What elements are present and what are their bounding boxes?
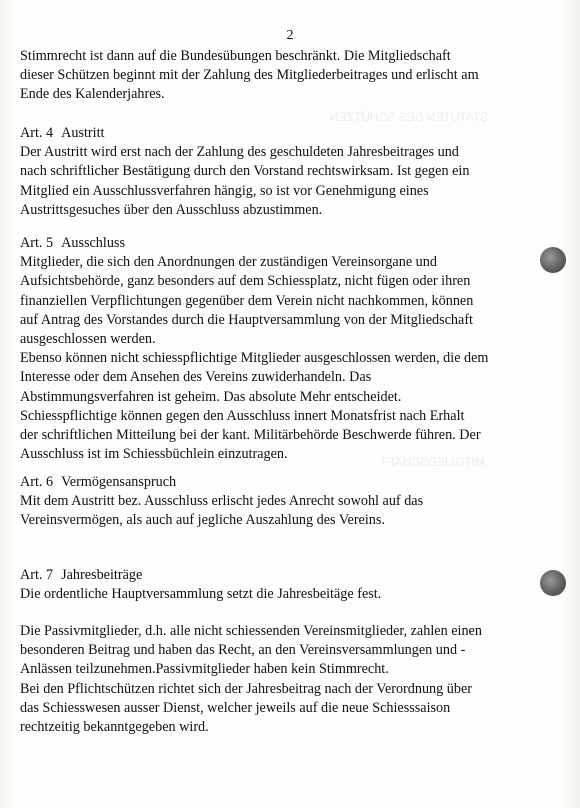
article-number: Art. 5 <box>20 235 54 251</box>
article-heading <box>20 566 540 585</box>
text-line: Mit dem Austritt bez. Ausschluss erlischt jedes Anrecht sowohl auf das <box>20 493 424 510</box>
article-title: Ausschluss <box>61 235 125 251</box>
text-line: Mitglieder, die sich den Anordnungen der zuständigen Vereinsorgane und <box>20 254 437 271</box>
text-line: Anlässen teilzunehmen.Passivmitglieder haben kein Stimmrecht. <box>20 661 389 678</box>
text-line: rechtzeitig bekanntgegeben wird. <box>20 719 209 736</box>
text-line: Stimmrecht ist dann auf die Bundesübungen beschränkt. Die Mitgliedschaft <box>20 48 451 64</box>
text-line: ausgeschlossen werden. <box>20 331 156 348</box>
article-7-paragraph-2 <box>20 622 540 737</box>
article-7 <box>20 566 540 604</box>
text-line: Interesse oder dem Ansehen des Vereins zuwiderhandeln. Das <box>20 369 372 386</box>
text-line: dieser Schützen beginnt mit der Zahlung des Mitgliederbeitrages und erlischt am <box>20 67 479 84</box>
punch-hole <box>540 570 566 596</box>
text-line: besonderen Beitrag und haben das Recht, an den Vereinsversammlungen und - <box>20 642 466 659</box>
text-line: Aufsichtsbehörde, ganz besonders auf dem Schiessplatz, nicht fügen oder ihren <box>20 273 471 290</box>
article-number: Art. 7 <box>20 567 54 583</box>
intro-paragraph <box>20 47 540 105</box>
text-line: Vereinsvermögen, als auch auf jegliche Auszahlung des Vereins. <box>20 512 385 529</box>
text-line: Ende des Kalenderjahres. <box>20 86 165 103</box>
article-4 <box>20 124 540 220</box>
article-heading <box>20 234 540 253</box>
article-title: Vermögensanspruch <box>61 474 177 490</box>
text-line: Ausschluss ist im Schiessbüchlein einzutragen. <box>20 446 288 463</box>
text-line: finanziellen Verpflichtungen gegenüber dem Verein nicht nachkommen, können <box>20 292 474 309</box>
text-line: Austrittsgesuches über den Ausschluss abzustimmen. <box>20 201 323 218</box>
article-title: Austritt <box>61 125 105 141</box>
text-line: Bei den Pflichtschützen richtet sich der Jahresbeitrag nach der Verordnung über <box>20 680 473 697</box>
text-line: nach schriftlicher Bestätigung durch den Vorstand rechtswirksam. Ist gegen ein <box>20 163 470 180</box>
article-heading <box>20 473 540 492</box>
article-title: Jahresbeiträge <box>61 567 143 583</box>
article-6 <box>20 473 540 531</box>
text-line: Die ordentliche Hauptversammlung setzt die Jahresbeitäge fest. <box>20 586 382 603</box>
text-line: Der Austritt wird erst nach der Zahlung des geschuldeten Jahresbeitrages und <box>20 144 459 161</box>
bleed-through-text: MITGLIEDSCHAFT <box>380 455 485 469</box>
text-line: Die Passivmitglieder, d.h. alle nicht schiessenden Vereinsmitglieder, zahlen einen <box>20 623 482 639</box>
article-heading <box>20 124 540 143</box>
text-line: Schiesspflichtige können gegen den Ausschluss innert Monatsfrist nach Erhalt <box>20 407 465 424</box>
text-line: Abstimmungsverfahren ist geheim. Das absolute Mehr entscheidet. <box>20 388 402 405</box>
text-line: Mitglied ein Ausschlussverfahren hängig, so ist vor Genehmigung eines <box>20 182 429 199</box>
text-line: der schriftlichen Mitteilung bei der kant. Militärbehörde Beschwerde führen. Der <box>20 427 481 444</box>
article-number: Art. 6 <box>20 474 54 490</box>
page-number: 2 <box>286 28 294 43</box>
punch-hole <box>540 247 566 273</box>
article-number: Art. 4 <box>20 125 54 141</box>
text-line: auf Antrag des Vorstandes durch die Hauptversammlung von der Mitgliedschaft <box>20 311 473 328</box>
text-line: das Schiesswesen ausser Dienst, welcher jeweils auf die neue Schiesssaison <box>20 699 451 716</box>
text-line: Ebenso können nicht schiesspflichtige Mitglieder ausgeschlossen werden, die dem <box>20 350 489 367</box>
article-5 <box>20 234 540 464</box>
bleed-through-text: STATUTEN DES SCHÜTZEN <box>330 110 489 124</box>
